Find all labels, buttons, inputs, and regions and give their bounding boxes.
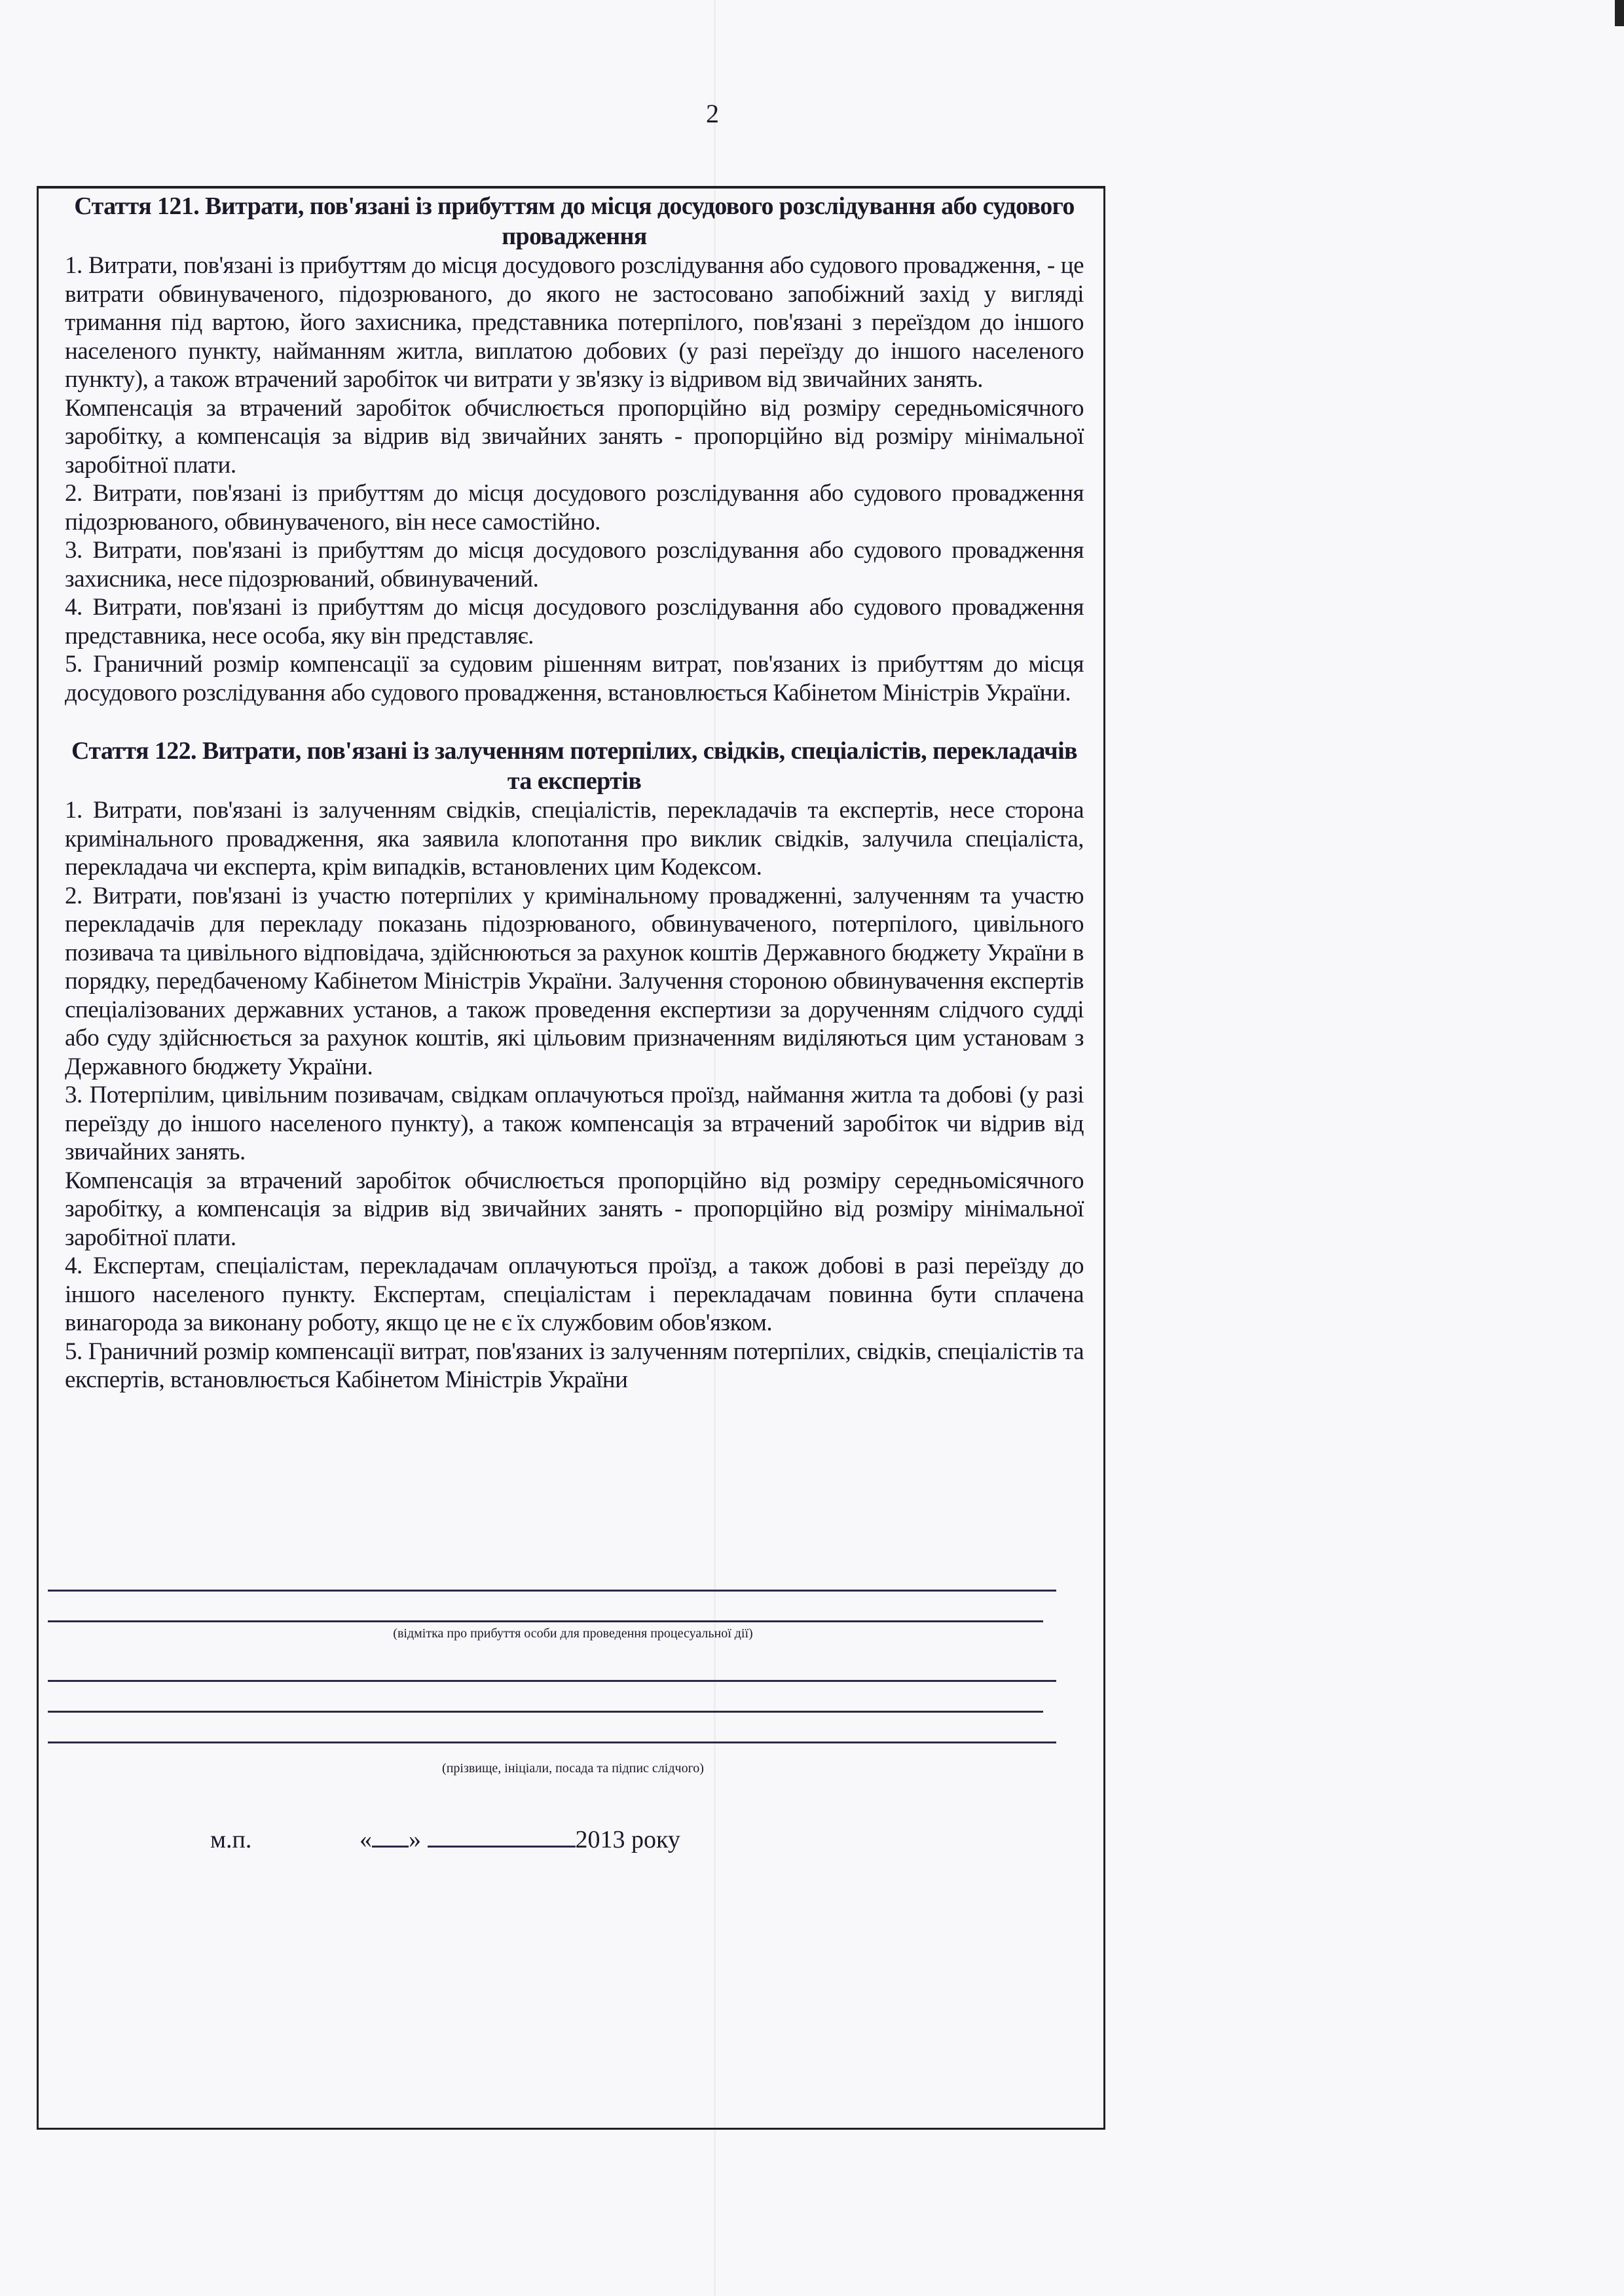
article-122-paragraph: 5. Граничний розмір компенсації витрат, пов'язаних із залученням потерпілих, свідків, спеціалістів та експертів, встановлюється Кабінетом Міністрів України: [65, 1338, 1084, 1393]
date-field: [360, 1825, 680, 1854]
article-122-paragraph: 4. Експертам, спеціалістам, перекладачам оплачуються проїзд, а також добові в разі переїзду до іншого населеного пункту. Експертам, спеціалістам і перекладачам повинна бути сплачена винагорода за виконану роботу, якщо це не є їх службовим обов'язком.: [65, 1252, 1084, 1336]
date-close-quote: »: [409, 1826, 421, 1853]
article-121-title: Стаття 121. Витрати, пов'язані із прибуттям до місця досудового розслідування або судового провадження: [74, 192, 1075, 250]
article-122-body: [65, 796, 1084, 1394]
page-number: 2: [706, 99, 719, 128]
article-121-body: [65, 251, 1084, 707]
article-121-paragraph: Компенсація за втрачений заробіток обчислюється пропорційно від розміру середньомісячного заробітку, а компенсація за відрив від звичайних занять - пропорційно від розміру мінімальної заробітної плати.: [65, 394, 1084, 479]
scan-edge: [1615, 0, 1624, 26]
investigator-line-2[interactable]: [48, 1711, 1043, 1713]
seal-label: м.п.: [210, 1826, 252, 1853]
investigator-line-1[interactable]: [48, 1680, 1056, 1682]
day-blank[interactable]: [372, 1826, 409, 1848]
investigator-line-3[interactable]: [48, 1741, 1056, 1743]
date-open-quote: «: [360, 1826, 372, 1853]
article-122-paragraph: Компенсація за втрачений заробіток обчислюється пропорційно від розміру середньомісячного заробітку, а компенсація за відрив від звичайних занять - пропорційно від розміру мінімальної заробітної плати.: [65, 1167, 1084, 1251]
article-121-paragraph: 2. Витрати, пов'язані із прибуттям до місця досудового розслідування або судового провадження підозрюваного, обвинуваченого, він несе самостійно.: [65, 480, 1084, 536]
arrival-caption: (відмітка про прибуття особи для проведення процесуальної дії): [393, 1626, 753, 1641]
article-122-title: Стаття 122. Витрати, пов'язані із залученням потерпілих, свідків, спеціалістів, перекладачів та експертів: [71, 737, 1077, 795]
arrival-line-1[interactable]: [48, 1590, 1056, 1592]
document-frame: [37, 186, 1105, 2130]
month-blank[interactable]: [428, 1826, 576, 1848]
article-122-paragraph: 3. Потерпілим, цивільним позивачам, свідкам оплачуються проїзд, наймання житла та добові (у разі переїзду до іншого населеного пункту), а також компенсація за втрачений заробіток чи відрив від звичайних занять.: [65, 1082, 1084, 1165]
article-121-paragraph: 3. Витрати, пов'язані із прибуттям до місця досудового розслідування або судового провадження захисника, несе підозрюваний, обвинувачений.: [65, 537, 1084, 592]
article-122-paragraph: 2. Витрати, пов'язані із участю потерпілих у кримінальному провадженні, залученням та участю перекладачів для перекладу показань підозрюваного, обвинуваченого, потерпілого, цивільного позивача та цивільного відповідача, здійснюються за рахунок коштів Державного бюджету України в порядку, передбаченому Кабінетом Міністрів України. Залучення стороною обвинувачення експертів спеціалізованих державних установ, а також проведення експертизи за дорученням слідчого судді або суду здійснюється за рахунок коштів, які цільовим призначенням виділяються цим установам з Державного бюджету України.: [65, 882, 1084, 1080]
article-122-paragraph: 1. Витрати, пов'язані із залученням свідків, спеціалістів, перекладачів та експертів, несе сторона кримінального провадження, яка заявила клопотання про виклик свідків, залучила спеціаліста, перекладача чи експерта, крім випадків, встановлених цим Кодексом.: [65, 797, 1084, 881]
article-121-paragraph: 5. Граничний розмір компенсації за судовим рішенням витрат, пов'язаних із прибуттям до місця досудового розслідування або судового провадження, встановлюється Кабінетом Міністрів України.: [65, 651, 1084, 706]
year-text: 2013 року: [575, 1826, 680, 1853]
arrival-line-2[interactable]: [48, 1620, 1043, 1622]
article-121-paragraph: 1. Витрати, пов'язані із прибуттям до місця досудового розслідування або судового провадження, - це витрати обвинуваченого, підозрюваного, до якого не застосовано запобіжний захід у вигляді тримання під вартою, його захисника, представника потерпілого, пов'язані з переїздом до іншого населеного пункту, найманням житла, виплатою добових (у разі переїзду до іншого населеного пункту), а також втрачений заробіток чи витрати у зв'язку із відривом від звичайних занять.: [65, 252, 1084, 393]
article-121-paragraph: 4. Витрати, пов'язані із прибуттям до місця досудового розслідування або судового провадження представника, несе особа, яку він представляє.: [65, 594, 1084, 649]
investigator-caption: (прізвище, ініціали, посада та підпис слідчого): [442, 1761, 704, 1776]
